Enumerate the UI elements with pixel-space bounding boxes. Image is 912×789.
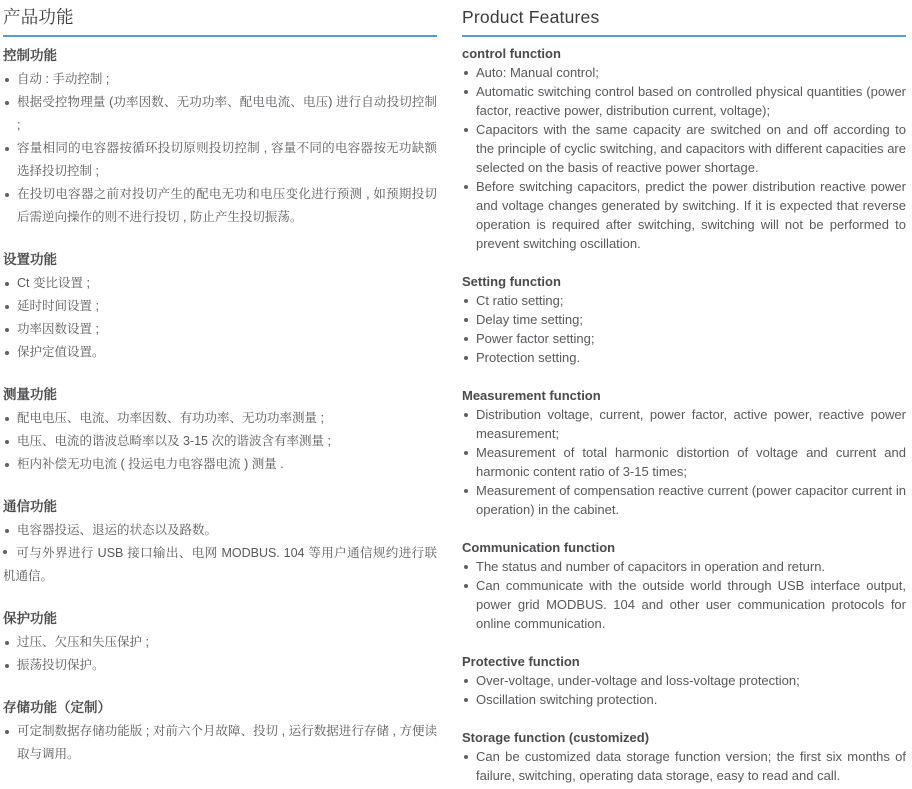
list-item-text: Measurement of compensation reactive current (power capacitor current in operation) in the cabinet.	[476, 483, 906, 517]
list-item	[3, 430, 437, 453]
bullet-icon	[464, 489, 468, 493]
section-heading: 通信功能	[3, 499, 57, 514]
bullet-icon	[464, 755, 468, 759]
bullet-icon	[5, 641, 9, 645]
list-item	[462, 310, 906, 329]
list-item-text: Capacitors with the same capacity are switched on and off according to the principle of cyclic switching, and capacitors with different capacities are selected on the basis of reactive power shortage.	[476, 122, 906, 175]
feature-section	[3, 495, 437, 588]
bullet-icon	[464, 337, 468, 341]
feature-section	[3, 383, 437, 476]
list-item-text: Ct 变比设置 ;	[17, 276, 90, 290]
feature-section	[462, 386, 906, 519]
section-heading: 存储功能（定制）	[3, 700, 111, 715]
bullet-list	[462, 291, 906, 367]
bullet-list	[3, 631, 437, 677]
list-item-text: 振荡投切保护。	[17, 658, 105, 672]
list-item	[3, 519, 437, 542]
list-item	[3, 183, 437, 229]
section-heading: 设置功能	[3, 252, 57, 267]
bullet-icon	[5, 147, 9, 151]
section-list-english	[462, 44, 906, 785]
bullet-icon	[464, 71, 468, 75]
list-item-text: 保护定值设置。	[17, 345, 105, 359]
list-item-text: 可与外界进行 USB 接口输出、电网 MODBUS. 104 等用户通信规约进行联机通信。	[3, 546, 437, 583]
bullet-icon	[5, 101, 9, 105]
list-item-text: Protection setting.	[476, 350, 581, 365]
bullet-icon	[464, 584, 468, 588]
list-item-text: 根据受控物理量 (功率因数、无功功率、配电电流、电压) 进行自动投切控制 ;	[17, 95, 437, 132]
bullet-list	[462, 63, 906, 253]
list-item	[462, 443, 906, 481]
bullet-icon	[464, 318, 468, 322]
title-underline	[3, 35, 437, 37]
bullet-icon	[464, 698, 468, 702]
list-item	[462, 671, 906, 690]
list-item-text: 自动 : 手动控制 ;	[17, 72, 110, 86]
list-item	[3, 631, 437, 654]
feature-section	[3, 696, 437, 766]
title-underline	[462, 35, 906, 37]
list-item	[462, 557, 906, 576]
feature-section	[462, 272, 906, 367]
feature-section	[462, 538, 906, 633]
list-item-text: 在投切电容器之前对投切产生的配电无功和电压变化进行预测 , 如预期投切后需逆向操作的则不进行投切 , 防止产生投切振荡。	[17, 187, 437, 224]
bullet-icon	[464, 679, 468, 683]
bullet-list	[3, 272, 437, 364]
list-item	[462, 576, 906, 633]
section-heading: Communication function	[462, 540, 616, 555]
bullet-icon	[5, 193, 9, 197]
list-item-text: 过压、欠压和失压保护 ;	[17, 635, 149, 649]
bullet-icon	[464, 451, 468, 455]
list-item	[3, 272, 437, 295]
list-item	[462, 329, 906, 348]
section-heading: Setting function	[462, 274, 561, 289]
list-item-text: Automatic switching control based on controlled physical quantities (power factor, reactive power, distribution current, voltage);	[476, 84, 906, 118]
list-item	[3, 407, 437, 430]
feature-section	[3, 44, 437, 229]
list-item	[462, 747, 906, 785]
bullet-icon	[464, 565, 468, 569]
feature-section	[3, 248, 437, 364]
list-item-text: Can be customized data storage function version; the first six months of failure, switching, operating data storage, easy to read and call.	[476, 749, 906, 783]
feature-section	[3, 607, 437, 677]
bullet-list	[3, 407, 437, 476]
list-item	[3, 341, 437, 364]
list-item-text: 延时时间设置 ;	[17, 299, 99, 313]
section-heading: 控制功能	[3, 48, 57, 63]
section-heading: 测量功能	[3, 387, 57, 402]
list-item	[3, 654, 437, 677]
bullet-icon	[464, 413, 468, 417]
bullet-list	[3, 68, 437, 229]
list-item	[3, 720, 437, 766]
bullet-list	[3, 720, 437, 766]
list-item	[462, 82, 906, 120]
bullet-icon	[5, 529, 9, 533]
list-item-text: 柜内补偿无功电流 ( 投运电力电容器电流 ) 测量 .	[17, 457, 284, 471]
list-item-text: 配电电压、电流、功率因数、有功功率、无功功率测量 ;	[17, 411, 324, 425]
section-heading: Storage function (customized)	[462, 730, 650, 745]
list-item-text: Auto: Manual control;	[476, 65, 599, 80]
bullet-icon	[464, 299, 468, 303]
column-chinese	[3, 6, 437, 766]
list-item	[462, 291, 906, 310]
list-item-text: Before switching capacitors, predict the power distribution reactive power and voltage changes generated by switching. If it is expected that reverse operation is required after switching, switching will not be performed to prevent switching oscillation.	[476, 179, 906, 251]
list-item-text: 电压、电流的谐波总畸率以及 3-15 次的谐波含有率测量 ;	[17, 434, 331, 448]
list-item-text: 可定制数据存储功能版 ; 对前六个月故障、投切 , 运行数据进行存储 , 方便读取与调用。	[17, 724, 437, 761]
bullet-icon	[5, 730, 9, 734]
feature-section	[462, 652, 906, 709]
bullet-list	[462, 557, 906, 633]
list-item	[3, 295, 437, 318]
list-item	[462, 177, 906, 253]
list-item-text: Power factor setting;	[476, 331, 595, 346]
list-item-text: 功率因数设置 ;	[17, 322, 99, 336]
list-item-text: 电容器投运、退运的状态以及路数。	[17, 523, 218, 537]
bullet-icon	[5, 328, 9, 332]
list-item	[462, 690, 906, 709]
bullet-icon	[464, 90, 468, 94]
bullet-icon	[464, 185, 468, 189]
page-title-english: Product Features	[462, 7, 600, 27]
list-item	[3, 542, 437, 588]
list-item-text: Ct ratio setting;	[476, 293, 564, 308]
bullet-icon	[5, 351, 9, 355]
bullet-icon	[5, 417, 9, 421]
feature-section	[462, 44, 906, 253]
list-item	[462, 63, 906, 82]
list-item-text: Oscillation switching protection.	[476, 692, 658, 707]
bullet-icon	[5, 463, 9, 467]
list-item	[462, 120, 906, 177]
bullet-icon	[3, 550, 7, 554]
list-item-text: Distribution voltage, current, power factor, active power, reactive power measurement;	[476, 407, 906, 441]
list-item-text: Can communicate with the outside world through USB interface output, power grid MODBUS. 104 and other user communication protocols for online communication.	[476, 578, 906, 631]
section-heading: Protective function	[462, 654, 580, 669]
list-item	[462, 481, 906, 519]
list-item	[3, 318, 437, 341]
bullet-list	[462, 747, 906, 785]
bullet-list	[3, 519, 437, 588]
section-heading: control function	[462, 46, 561, 61]
list-item-text: Over-voltage, under-voltage and loss-voltage protection;	[476, 673, 800, 688]
bullet-icon	[5, 305, 9, 309]
section-list-chinese	[3, 44, 437, 766]
list-item-text: Measurement of total harmonic distortion of voltage and current and harmonic content ratio of 3-15 times;	[476, 445, 906, 479]
bullet-icon	[5, 282, 9, 286]
bullet-icon	[5, 440, 9, 444]
list-item	[3, 68, 437, 91]
list-item	[462, 405, 906, 443]
bullet-icon	[464, 128, 468, 132]
bullet-list	[462, 405, 906, 519]
list-item	[462, 348, 906, 367]
bullet-icon	[5, 664, 9, 668]
bullet-icon	[5, 78, 9, 82]
section-heading: 保护功能	[3, 611, 57, 626]
page-title-chinese: 产品功能	[3, 7, 74, 27]
bullet-icon	[464, 356, 468, 360]
column-english	[462, 6, 906, 785]
list-item-text: Delay time setting;	[476, 312, 583, 327]
bullet-list	[462, 671, 906, 709]
list-item-text: The status and number of capacitors in operation and return.	[476, 559, 826, 574]
feature-section	[462, 728, 906, 785]
list-item	[3, 453, 437, 476]
list-item	[3, 91, 437, 137]
section-heading: Measurement function	[462, 388, 601, 403]
list-item-text: 容量相同的电容器按循环投切原则投切控制 , 容量不同的电容器按无功缺额选择投切控制 ;	[17, 141, 437, 178]
list-item	[3, 137, 437, 183]
